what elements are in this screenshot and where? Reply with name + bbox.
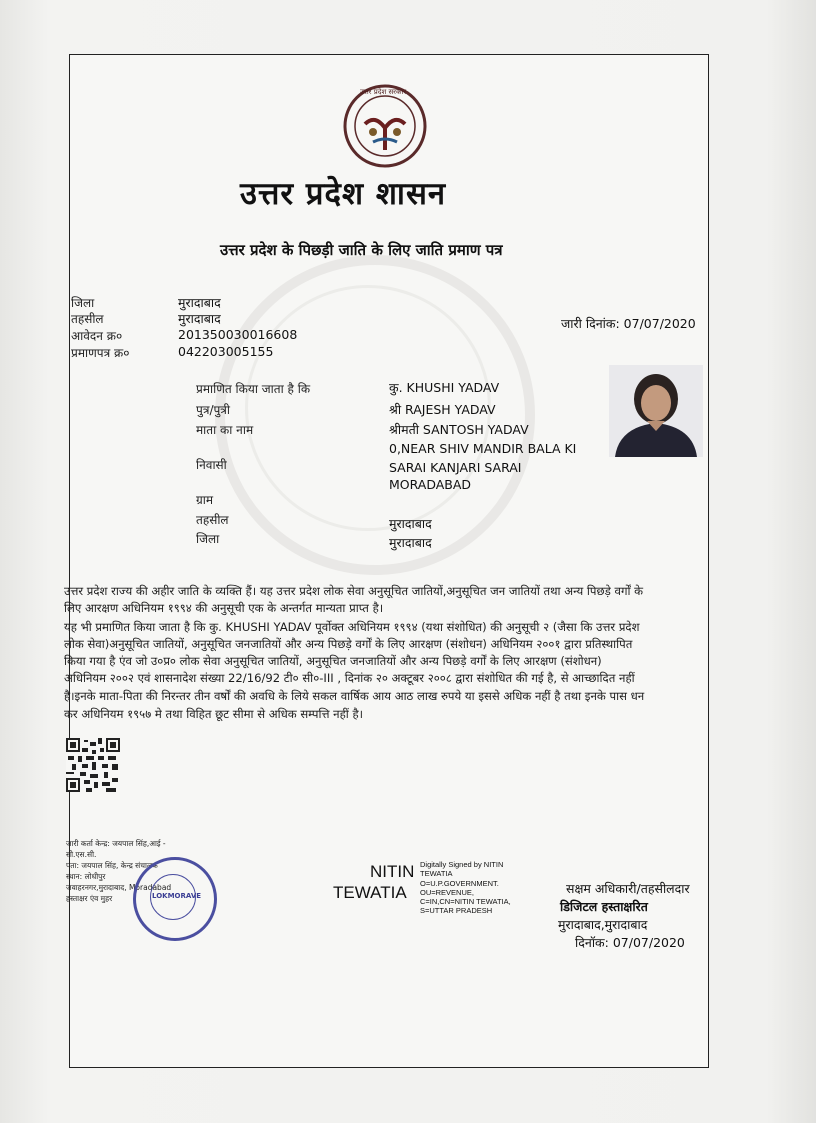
mother-label: माता का नाम [196,423,254,437]
address-line-2: SARAI KANJARI SARAI [389,460,522,475]
signature-detail-3: O=U.P.GOVERNMENT. [420,879,499,888]
certificate-subtitle: उत्तर प्रदेश के पिछड़ी जाति के लिए जाति प्रमाण पत्र [220,241,503,259]
applicant-photo [609,365,703,457]
signature-detail-6: S=UTTAR PRADESH [420,906,493,915]
authority-date: दिनॉक: 07/07/2020 [575,935,685,950]
signature-detail-4: OU=REVENUE, [420,888,474,897]
issuer-line-2: सी.एस.सी. [66,850,97,859]
certificate-no-label: प्रमाणपत्र क्र० [71,346,130,360]
stamp-text: LOKMORAVE [152,892,202,900]
authority-location: मुरादाबाद,मुरादाबाद [558,917,648,932]
emblem-text: उत्तर प्रदेश सरकार [360,88,407,96]
tehsil-value-2: मुरादाबाद [389,516,432,531]
village-label: ग्राम [196,493,214,507]
application-no-label: आवेदन क्र० [71,329,123,343]
paragraph-line-3: यह भी प्रमाणित किया जाता है कि कु. KHUSHI YADAV पूर्वोक्त अधिनियम १९९४ (यथा संशोधित) की अनुसूची २ (जैसा कि उत्तर प्रदेश [64,620,640,634]
paragraph-line-1: उत्तर प्रदेश राज्य की अहीर जाति के व्यक्ति हैं। यह उत्तर प्रदेश लोक सेवा अनुसूचित जातियों,अनुसूचित जन जातियों तथा अन्य पिछड़े वर्गों के [64,584,644,598]
paragraph-line-8: कर अधिनियम १९५७ मे तथा विहित छूट सीमा से अधिक सम्पत्ति नहीं है। [64,707,363,721]
certify-intro-label: प्रमाणित किया जाता है कि [196,382,311,396]
page-title: उत्तर प्रदेश शासन [240,176,447,212]
district-label: जिला [71,296,95,310]
mother-name: श्रीमती SANTOSH YADAV [389,422,529,437]
authority-designation: सक्षम अधिकारी/तहसीलदार [566,881,690,896]
tehsil-label: तहसील [71,312,104,326]
certificate-no-value: 042203005155 [178,344,274,359]
address-line-1: 0,NEAR SHIV MANDIR BALA KI [389,441,577,456]
paragraph-line-5: किया गया है एंव जो उ०प्र० लोक सेवा अनुसूचित जातियों, अनुसूचित जनजातियों और अन्य पिछड़े वर्गों के लिए आरक्षण (संशोधन) [64,654,602,668]
district-value: मुरादाबाद [178,295,221,310]
residence-label: निवासी [196,458,227,472]
signer-name-line-1: NITIN [370,862,415,881]
application-no-value: 201350030016608 [178,327,298,342]
father-name: श्री RAJESH YADAV [389,402,496,417]
signature-detail-2: TEWATIA [420,869,453,878]
applicant-name: कु. KHUSHI YADAV [389,380,500,395]
paragraph-line-7: है।इनके माता-पिता की निरन्तर तीन वर्षों की अवधि के लिये सकल वार्षिक आय आठ लाख रुपये या इससे अधिक नहीं है तथा इनके पास धन [64,689,645,703]
issuer-stamp [133,857,217,941]
tehsil-label-2: तहसील [196,513,229,527]
issuer-line-6: हस्ताक्षर एंव मुहर [66,894,113,903]
issuer-line-4: स्थान: लोधीपुर [66,872,106,881]
authority-digital-signed: डिजिटल हस्ताक्षरित [560,899,648,914]
signature-detail-5: C=IN,CN=NITIN TEWATIA, [420,897,511,906]
qr-code-icon [66,738,120,792]
address-line-3: MORADABAD [389,477,472,492]
parent-label: पुत्र/पुत्री [196,403,231,417]
paragraph-line-2: लिए आरक्षण अधिनियम १९९४ की अनुसूची एक के अन्तर्गत मान्यता प्राप्त है। [64,601,384,615]
signature-detail-1: Digitally Signed by NITIN [420,860,504,869]
issuer-line-3: पता: जयपाल सिंह, केन्द्र संचालक [66,861,158,870]
district-label-2: जिला [196,532,220,546]
tehsil-value: मुरादाबाद [178,311,221,326]
signer-name-line-2: TEWATIA [333,883,407,902]
issuer-line-5: जवाहरनगर,मुरादाबाद, Moradabad [66,883,172,892]
issue-date: जारी दिनांक: 07/07/2020 [561,316,696,331]
paragraph-line-6: अधिनियम २००२ एवं शासनादेश संख्या 22/16/92 टी० सी०-III , दिनांक २० अक्टूबर २००८ द्वारा संशोधित की गई है, से आच्छादित नहीं [64,671,635,685]
district-value-2: मुरादाबाद [389,535,432,550]
issuer-line-1: जारी कर्ता केन्द्र: जयपाल सिंह,आई - [66,839,166,848]
paragraph-line-4: लोक सेवा)अनुसूचित जातियों, अनुसूचित जनजातियों और अन्य पिछड़े वर्गों के लिए आरक्षण (संशोधन) अधिनियम २००१ द्वारा प्रतिस्थापित [64,637,633,651]
